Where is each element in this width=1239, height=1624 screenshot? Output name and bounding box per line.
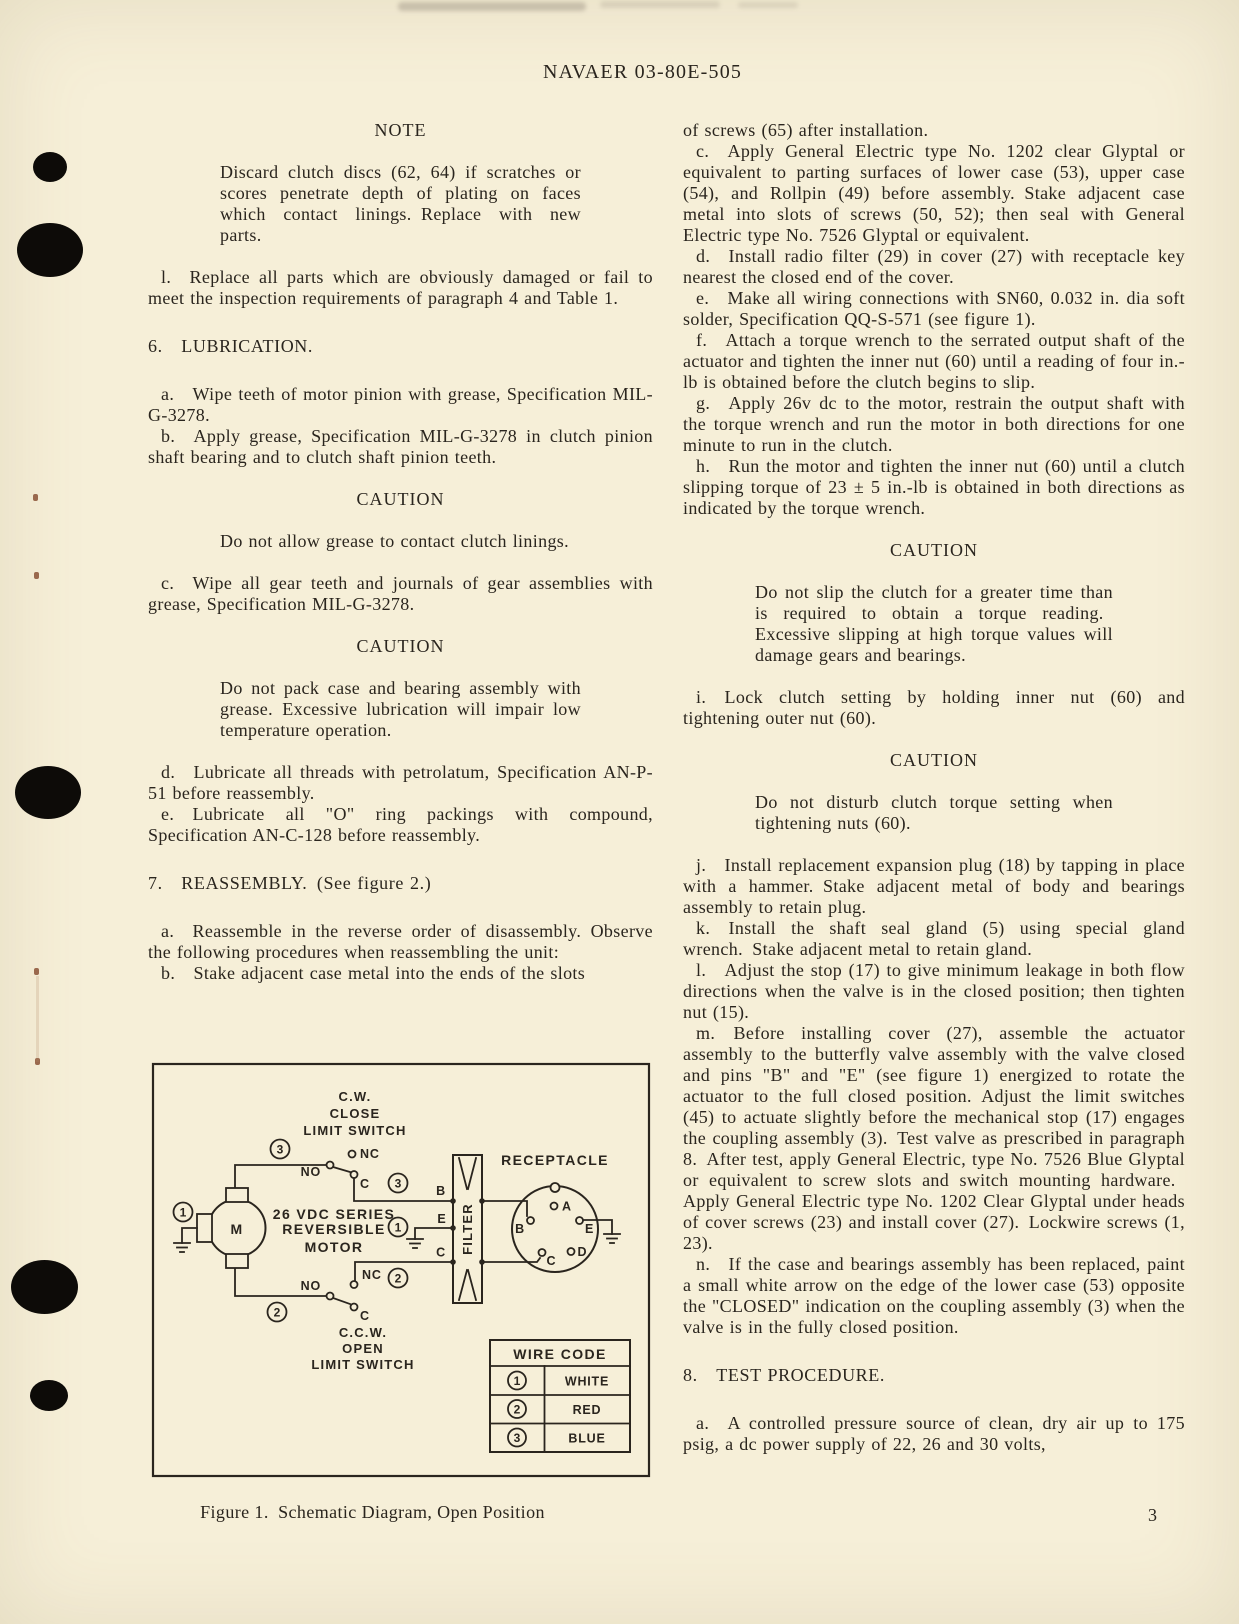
paragraph: c. Wipe all gear teeth and journals of gear assemblies with grease, Specification MIL-G-3278. xyxy=(148,573,653,614)
wire-number-1: 1 xyxy=(179,1205,187,1220)
label-limit-switch-bottom: LIMIT SWITCH xyxy=(311,1357,415,1372)
label-filter: FILTER xyxy=(460,1203,475,1255)
paragraph: a. Reassemble in the reverse order of disassembly. Observe the following procedures when reassembling the unit: xyxy=(148,921,653,962)
section-heading: NOTE xyxy=(374,120,427,140)
text-column-left xyxy=(148,120,653,984)
figure-caption: Figure 1. Schematic Diagram, Open Position xyxy=(200,1502,545,1522)
paragraph: g. Apply 26v dc to the motor, restrain the output shaft with the torque wrench and run the motor in both directions for one minute to run in the clutch. xyxy=(683,393,1185,455)
paragraph: n. If the case and bearings assembly has been replaced, paint a small white arrow on the edge of the lower case (53) opposite the "CLOSED" indication on the coupling assembly (3) when the valve is in the fully closed position. xyxy=(683,1254,1185,1337)
rust-speck xyxy=(34,572,39,579)
punch-hole-mark xyxy=(11,1260,78,1314)
paragraph: d. Lubricate all threads with petrolatum, Specification AN-P-51 before reassembly. xyxy=(148,762,653,803)
label-motor-line2: REVERSIBLE xyxy=(282,1221,386,1237)
label-motor-line3: MOTOR xyxy=(304,1239,364,1255)
paragraph: a. Wipe teeth of motor pinion with grease, Specification MIL-G-3278. xyxy=(148,384,653,425)
label-open: OPEN xyxy=(342,1341,384,1356)
label-ccw: C.C.W. xyxy=(338,1325,388,1340)
wire-code-number: 3 xyxy=(513,1431,521,1445)
paragraph: Discard clutch discs (62, 64) if scratches or scores penetrate depth of plating on faces which contact linings. Replace with new parts. xyxy=(220,162,581,245)
label-no-top: NO xyxy=(300,1165,321,1179)
section-heading: CAUTION xyxy=(356,489,445,509)
paragraph: k. Install the shaft seal gland (5) using special gland wrench. Stake adjacent metal to retain gland. xyxy=(683,918,1185,959)
figure-schematic-diagram xyxy=(150,1062,652,1478)
label-limit-switch-top: LIMIT SWITCH xyxy=(303,1123,407,1138)
document-number: NAVAER 03-80E-505 xyxy=(543,61,743,83)
ink-smudge xyxy=(398,2,586,11)
wire-code-color: RED xyxy=(572,1403,602,1417)
page-number: 3 xyxy=(1148,1505,1157,1525)
section-heading: 7. REASSEMBLY. (See figure 2.) xyxy=(148,873,432,893)
punch-hole-mark xyxy=(15,766,81,819)
paragraph: d. Install radio filter (29) in cover (27) with receptacle key nearest the closed end of the cover. xyxy=(683,246,1185,287)
stain-streak xyxy=(36,976,39,1062)
paragraph: Do not allow grease to contact clutch linings. xyxy=(220,531,570,551)
paragraph: a. A controlled pressure source of clean, dry air up to 175 psig, a dc power supply of 22, 26 and 30 volts, xyxy=(683,1413,1185,1454)
label-c-top: C xyxy=(360,1177,370,1191)
rust-speck xyxy=(33,494,38,501)
ink-smudge xyxy=(600,1,720,8)
label-cw: C.W. xyxy=(338,1089,372,1104)
label-pin-a: A xyxy=(562,1199,572,1214)
wire-number-3: 3 xyxy=(394,1176,402,1191)
section-heading: 8. TEST PROCEDURE. xyxy=(683,1365,885,1385)
section-heading: 6. LUBRICATION. xyxy=(148,336,313,356)
wire-number-1: 1 xyxy=(394,1220,402,1235)
paragraph: h. Run the motor and tighten the inner nut (60) until a clutch slipping torque of 23 ± 5 in.-lb is obtained in both directions as indicated by the torque wrench. xyxy=(683,456,1185,518)
paragraph: b. Apply grease, Specification MIL-G-3278 in clutch pinion shaft bearing and to clutch shaft pinion teeth. xyxy=(148,426,653,467)
label-nc-top: NC xyxy=(360,1147,380,1161)
label-terminal-e: E xyxy=(437,1212,447,1226)
paragraph: m. Before installing cover (27), assemble the actuator assembly to the butterfly valve assembly with the valve closed and pins "B" and "E" (see figure 1) energized to rotate the actuator to the full closed position. Adjust the limit switches (45) to actuate slightly before the mechanical stop (17) engages the coupling assembly (3). Test valve as prescribed in paragraph 8. After test, apply General Electric, type No. 7526 Blue Glyptal or equivalent to screw slots and switch mounting hardware. Apply General Electric type No. 1202 Clear Glyptal under heads of cover screws (23) and install cover (27). Lockwire screws (1, 23). xyxy=(683,1023,1185,1253)
paragraph: e. Lubricate all "O" ring packings with compound, Specification AN-C-128 before reassembly. xyxy=(148,804,653,845)
punch-hole-mark xyxy=(17,223,83,277)
label-no-bottom: NO xyxy=(300,1279,321,1293)
label-pin-e: E xyxy=(585,1222,595,1236)
wire-number-2: 2 xyxy=(273,1305,281,1320)
wire-code-number: 1 xyxy=(513,1374,521,1388)
text-column-right xyxy=(683,120,1185,1455)
section-heading: CAUTION xyxy=(890,750,978,770)
label-terminal-b: B xyxy=(436,1184,446,1198)
label-nc-bottom: NC xyxy=(362,1268,382,1282)
rust-speck xyxy=(34,968,39,975)
paragraph: j. Install replacement expansion plug (18) by tapping in place with a hammer. Stake adjacent metal of body and bearings assembly to retain plug. xyxy=(683,855,1185,917)
paragraph: l. Adjust the stop (17) to give minimum leakage in both flow directions when the valve is in the closed position; then tighten nut (15). xyxy=(683,960,1185,1022)
label-terminal-c: C xyxy=(436,1245,446,1260)
paragraph: i. Lock clutch setting by holding inner nut (60) and tightening outer nut (60). xyxy=(683,687,1185,728)
label-motor-line1: 26 VDC SERIES xyxy=(272,1206,396,1222)
ink-smudge xyxy=(738,2,798,8)
wire-number-3: 3 xyxy=(276,1142,284,1157)
label-pin-d: D xyxy=(577,1245,588,1259)
paragraph: Do not disturb clutch torque setting when tightening nuts (60). xyxy=(755,792,1113,833)
label-c-bottom: C xyxy=(360,1309,370,1323)
paragraph: of screws (65) after installation. xyxy=(683,120,929,140)
wire-code-number: 2 xyxy=(513,1402,521,1417)
label-pin-b: B xyxy=(515,1222,525,1236)
paragraph: e. Make all wiring connections with SN60, 0.032 in. dia soft solder, Specification QQ-S-571 (see figure 1). xyxy=(683,288,1185,329)
wire-code-title: WIRE CODE xyxy=(513,1346,607,1362)
schematic-svg xyxy=(150,1062,652,1478)
punch-hole-mark xyxy=(33,152,67,182)
label-close: CLOSE xyxy=(329,1106,381,1121)
wire-code-color: BLUE xyxy=(568,1431,606,1446)
wire-code-color: WHITE xyxy=(564,1374,610,1389)
paragraph: b. Stake adjacent case metal into the ends of the slots xyxy=(161,963,586,983)
section-heading: CAUTION xyxy=(890,540,978,560)
label-motor-m: M xyxy=(230,1221,244,1237)
paragraph: c. Apply General Electric type No. 1202 clear Glyptal or equivalent to parting surfaces of lower case (53), upper case (54), and Rollpin (49) before assembly. Stake adjacent case metal into slots of screws (50, 52); then seal with General Electric type No. 7526 Glyptal or equivalent. xyxy=(683,141,1185,245)
label-pin-c: C xyxy=(546,1254,557,1268)
wire-number-2: 2 xyxy=(394,1271,402,1286)
paragraph: Do not slip the clutch for a greater time than is required to obtain a torque reading. Excessive slipping at high torque values will damage gears and bearings. xyxy=(755,582,1113,665)
punch-hole-mark xyxy=(30,1380,68,1411)
paragraph: f. Attach a torque wrench to the serrated output shaft of the actuator and tighten the inner nut (60) until a reading of four in.-lb is obtained before the clutch begins to slip. xyxy=(683,330,1185,392)
paragraph: Do not pack case and bearing assembly with grease. Excessive lubrication will impair low temperature operation. xyxy=(220,678,581,740)
label-receptacle: RECEPTACLE xyxy=(501,1152,609,1168)
paragraph: l. Replace all parts which are obviously damaged or fail to meet the inspection requirements of paragraph 4 and Table 1. xyxy=(148,267,653,308)
section-heading: CAUTION xyxy=(356,636,445,656)
